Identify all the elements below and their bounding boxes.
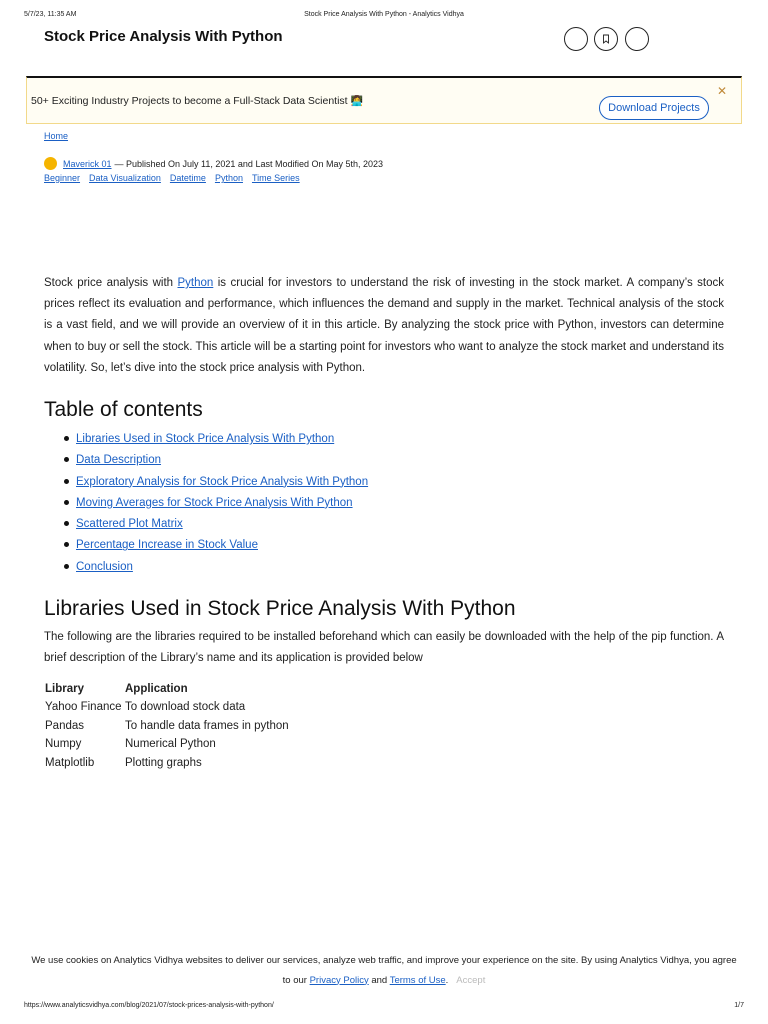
bookmark-icon bbox=[601, 34, 611, 44]
toc-heading: Table of contents bbox=[44, 398, 203, 421]
print-header bbox=[0, 11, 768, 21]
libraries-description: The following are the libraries required to be installed beforehand which can easily be downloaded with the help of the pip function. A brief description of the Library’s name and its application is provided below bbox=[44, 631, 724, 665]
breadcrumb bbox=[44, 131, 68, 141]
breadcrumb-home-link[interactable]: Home bbox=[44, 131, 69, 141]
toc-link[interactable]: Libraries Used in Stock Price Analysis With Python bbox=[76, 433, 335, 445]
table-row bbox=[45, 754, 289, 773]
toc-link[interactable]: Conclusion bbox=[76, 560, 133, 573]
print-page-number: 1/7 bbox=[734, 1002, 744, 1009]
list-item bbox=[76, 473, 368, 494]
tag-link[interactable]: Time Series bbox=[251, 173, 300, 183]
cookie-notice bbox=[30, 951, 738, 990]
close-icon[interactable]: ✕ bbox=[716, 84, 727, 98]
python-link[interactable]: Python bbox=[177, 277, 214, 289]
tag-link[interactable]: Datetime bbox=[169, 173, 206, 183]
tag-link[interactable]: Data Visualization bbox=[89, 173, 161, 183]
table-row bbox=[45, 735, 289, 754]
column-header: Library bbox=[45, 683, 84, 695]
list-item bbox=[76, 494, 368, 515]
library-cell: Numpy bbox=[45, 738, 82, 751]
intro-text-after: is crucial for investors to understand the risk of investing in the stock market. A company’s stock prices reflect its evaluation and performance, which influences the demand and supply in the market. Technical analysis of the stock is a vast field, and we will provide an overview of it in this article. By analyzing the stock price with Python, investors can determine when to buy or sell the stock. This article will be a starting point for investors who want to analyze the stock market and understand its volatility. So, let’s dive into the stock price analysis with Python. bbox=[44, 277, 724, 374]
table-row bbox=[45, 717, 289, 736]
more-icon bbox=[632, 34, 642, 44]
page-title: Stock Price Analysis With Python bbox=[44, 28, 283, 45]
column-header: Application bbox=[125, 683, 188, 695]
accept-button[interactable]: Accept bbox=[456, 974, 486, 986]
list-item bbox=[76, 536, 368, 557]
tag-link[interactable]: Python bbox=[214, 173, 243, 183]
publish-meta: — Published On July 11, 2021 and Last Modified On May 5th, 2023 bbox=[114, 158, 384, 169]
cookie-end: . bbox=[445, 974, 449, 986]
toc-link[interactable]: Data Description bbox=[76, 454, 162, 467]
toc-link[interactable]: Exploratory Analysis for Stock Price Analysis With Python bbox=[76, 475, 369, 488]
cookie-and: and bbox=[368, 974, 390, 986]
share-icon bbox=[571, 34, 581, 44]
promo-banner bbox=[26, 76, 742, 124]
application-cell: Plotting graphs bbox=[125, 756, 202, 769]
more-button[interactable] bbox=[625, 27, 649, 51]
download-projects-button[interactable]: Download Projects bbox=[599, 96, 709, 120]
toc-list bbox=[76, 430, 368, 579]
print-url: https://www.analyticsvidhya.com/blog/2021/07/stock-prices-analysis-with-python/ bbox=[24, 1002, 274, 1009]
toc-link[interactable]: Moving Averages for Stock Price Analysis With Python bbox=[76, 496, 353, 509]
coder-emoji-icon: 👩‍💻 bbox=[350, 96, 364, 107]
library-cell: Pandas bbox=[45, 719, 85, 732]
library-cell: Matplotlib bbox=[45, 756, 95, 769]
terms-of-use-link[interactable]: Terms of Use bbox=[389, 974, 446, 986]
list-item bbox=[76, 430, 368, 451]
toc-link[interactable]: Percentage Increase in Stock Value bbox=[76, 539, 258, 552]
tag-list bbox=[44, 173, 300, 183]
application-cell: Numerical Python bbox=[125, 738, 216, 751]
toc-link[interactable]: Scattered Plot Matrix bbox=[76, 518, 183, 531]
share-button[interactable] bbox=[564, 27, 588, 51]
intro-text-before: Stock price analysis with bbox=[44, 277, 178, 289]
libraries-heading: Libraries Used in Stock Price Analysis With Python bbox=[44, 597, 516, 620]
list-item bbox=[76, 451, 368, 472]
privacy-policy-link[interactable]: Privacy Policy bbox=[309, 974, 369, 986]
byline bbox=[44, 157, 383, 170]
list-item bbox=[76, 515, 368, 536]
cookie-text: We use cookies on Analytics Vidhya websites to deliver our services, analyze web traffic, and improve your experience on the site. By using Analytics Vidhya, you agree to our bbox=[31, 955, 737, 986]
bookmark-button[interactable] bbox=[594, 27, 618, 51]
table-header-row bbox=[45, 680, 289, 698]
print-datetime: 5/7/23, 11:35 AM bbox=[24, 11, 77, 18]
tag-link[interactable]: Beginner bbox=[44, 173, 81, 183]
library-cell: Yahoo Finance bbox=[45, 701, 122, 714]
list-item bbox=[76, 558, 368, 579]
table-row bbox=[45, 698, 289, 717]
avatar bbox=[44, 157, 57, 170]
application-cell: To handle data frames in python bbox=[125, 719, 289, 732]
banner-text-wrap bbox=[31, 95, 363, 107]
author-link[interactable]: Maverick 01 bbox=[63, 158, 112, 169]
intro-paragraph bbox=[44, 273, 724, 379]
libraries-table bbox=[45, 680, 289, 772]
print-page-title: Stock Price Analysis With Python - Analytics Vidhya bbox=[304, 11, 464, 18]
banner-text: 50+ Exciting Industry Projects to become a Full-Stack Data Scientist bbox=[31, 95, 348, 107]
application-cell: To download stock data bbox=[125, 701, 246, 714]
